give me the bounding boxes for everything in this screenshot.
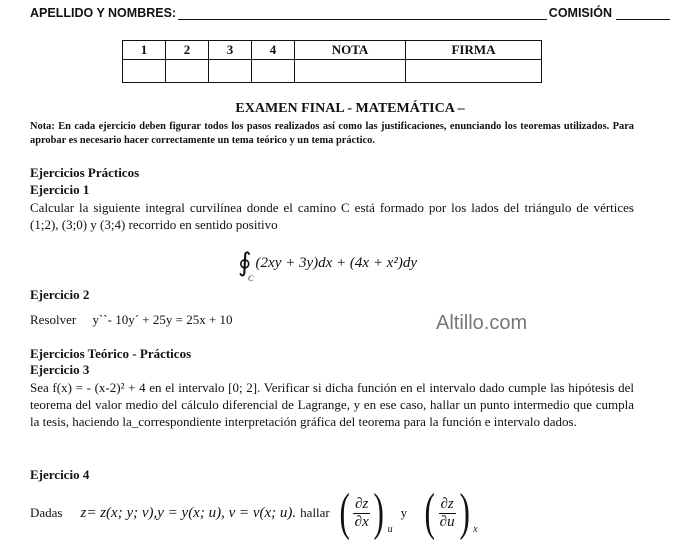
grade-cell-3[interactable] [209, 60, 252, 83]
frac1-subscript: u [387, 524, 393, 535]
grade-cell-firma[interactable] [406, 60, 542, 83]
grade-header-nota: NOTA [295, 41, 406, 60]
grade-header-firma: FIRMA [406, 41, 542, 60]
integral-path-label: C [248, 274, 254, 283]
integral-body: (2xy + 3y)dx + (4x + x²)dy [255, 254, 417, 271]
ex1-integral [238, 248, 417, 283]
grade-cell-1[interactable] [123, 60, 166, 83]
grade-header-2: 2 [166, 41, 209, 60]
ex3-heading: Ejercicio 3 [30, 362, 90, 377]
contour-integral-icon: ∮ C [238, 248, 254, 283]
ex4-expression: z= z(x; y; v),y = y(x; u), v = v(x; u). [80, 504, 297, 521]
header-line [30, 6, 670, 20]
frac1-denominator: ∂x [354, 513, 369, 530]
ex1-heading: Ejercicio 1 [30, 182, 90, 197]
exam-title: EXAMEN FINAL - MATEMÁTICA – [235, 101, 465, 116]
grade-cell-4[interactable] [252, 60, 295, 83]
grades-table [122, 40, 542, 83]
grade-header-1: 1 [123, 41, 166, 60]
grade-header-4: 4 [252, 41, 295, 60]
ex4-and: y [400, 505, 408, 520]
watermark: Altillo.com [436, 312, 528, 334]
ex2-heading: Ejercicio 2 [30, 287, 90, 302]
ex4-lead: Dadas [30, 505, 63, 520]
frac1-numerator: ∂z [355, 495, 369, 512]
section-practical-heading: Ejercicios Prácticos [30, 165, 140, 180]
ex1-text: Calcular la siguiente integral curvilínea donde el camino C está formado por los lados del triángulo de vértices (1;2), (3;0) y (3;4) recorrido en sentido positivo [30, 200, 634, 232]
frac2-denominator: ∂u [439, 513, 455, 530]
commission-blank[interactable] [616, 6, 670, 20]
section-theory-heading: Ejercicios Teórico - Prácticos [30, 346, 192, 361]
frac2-subscript: x [473, 524, 478, 535]
name-blank[interactable] [178, 6, 547, 20]
commission-label: COMISIÓN [548, 6, 612, 20]
ex2-text: Resolver y``- 10y´ + 25y = 25x + 10 [30, 312, 233, 327]
ex3-text: Sea f(x) = - (x-2)² + 4 en el intervalo [0; 2]. Verificar si dicha función en el intervalo dado cumple las hipótesis del teorema del valor medio del cálculo diferencial de Lagrange, y en ese caso, hallar un punto intermedio que cumpla la tesis, haciendo la_correspondiente interpretación gráfica del teorema para la función e intervalo dados. [30, 380, 634, 429]
grade-header-3: 3 [209, 41, 252, 60]
frac2-numerator: ∂z [440, 495, 454, 512]
ex4-statement [30, 484, 478, 541]
name-label: APELLIDO Y NOMBRES: [30, 6, 177, 20]
partial-derivative-1: ( $\frac{\partial z}{\partial x}$ ) u [339, 484, 393, 541]
grade-cell-2[interactable] [166, 60, 209, 83]
grade-cell-nota[interactable] [295, 60, 406, 83]
exam-note: Nota: En cada ejercicio deben figurar todos los pasos realizados así como las justificaciones, enunciando los teoremas utilizados. Para aprobar es necesario hacer correctamente un tema teórico y un tema práctico. [30, 121, 634, 146]
ex4-hallar: hallar [300, 505, 330, 520]
ex4-heading: Ejercicio 4 [30, 467, 90, 482]
partial-derivative-2: ( $\frac{\partial z}{\partial u}$ ) x [424, 484, 478, 541]
